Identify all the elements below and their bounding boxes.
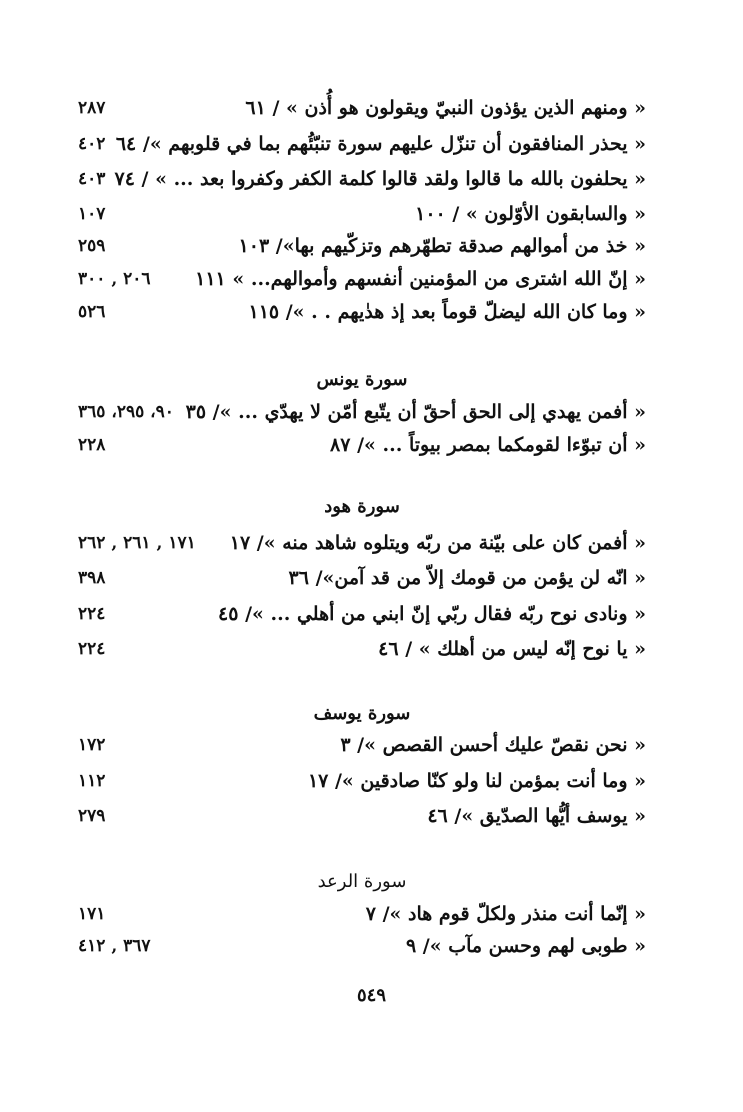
page-refs: ٢٧٩ xyxy=(78,806,106,826)
index-entry xyxy=(78,634,646,664)
index-entry xyxy=(78,164,646,194)
page-refs: ٥٢٦ xyxy=(78,302,106,322)
page-refs: ١١٢ xyxy=(78,771,106,791)
surah-heading: سورة يونس xyxy=(316,369,408,390)
verse-text: « يحذر المنافقون أن تنزّل عليهم سورة تنبّئُهم بما في قلوبهم »/ ٦٤ xyxy=(115,133,646,155)
page-refs: ٣٦٧ , ٤١٢ xyxy=(78,936,151,956)
index-entry xyxy=(78,93,646,123)
page-refs: ٢٢٤ xyxy=(78,604,106,624)
page-refs: ٢٢٨ xyxy=(78,435,106,455)
page-refs: ٣٩٨ xyxy=(78,568,106,588)
verse-text: « إنّ الله اشترى من المؤمنين أنفسهم وأموالهم... » ١١١ xyxy=(195,268,646,290)
verse-text: « أفمن كان على بيّنة من ربّه ويتلوه شاهد منه »/ ١٧ xyxy=(229,532,646,554)
verse-text: « وما كان الله ليضلّ قوماً بعد إذ هدٰيهم . . »/ ١١٥ xyxy=(248,301,646,323)
page-refs: ٢٥٩ xyxy=(78,236,106,256)
index-entry xyxy=(78,528,646,558)
page-refs: ٢٢٤ xyxy=(78,639,106,659)
page-refs: ٢٠٦ , ٣٠٠ xyxy=(78,269,151,289)
verse-text: « خذ من أموالهم صدقة تطهّرهم وتزكّيهم بها»/ ١٠٣ xyxy=(238,235,646,257)
page-refs: ٤٠٢ xyxy=(78,134,106,154)
index-entry xyxy=(78,297,646,327)
surah-heading: سورة هود xyxy=(324,496,400,517)
page-number: ٥٤٩ xyxy=(356,985,386,1006)
verse-text: « يوسف أيُّها الصدّيق »/ ٤٦ xyxy=(427,805,646,827)
verse-text: « ونادى نوح ربّه فقال ربّي إنّ ابني من أهلي ... »/ ٤٥ xyxy=(218,603,646,625)
verse-text: « يا نوح إنّه ليس من أهلك » / ٤٦ xyxy=(378,638,646,660)
index-entry xyxy=(78,397,646,427)
verse-text: « إنّما أنت منذر ولكلّ قوم هاد »/ ٧ xyxy=(365,903,646,925)
page-refs: ٢٨٧ xyxy=(78,98,106,118)
surah-heading: سورة الرعد xyxy=(317,871,407,892)
index-entry xyxy=(78,430,646,460)
verse-text: « أفمن يهدي إلى الحق أحقّ أن يتّبع أمّن لا يهدّي ... »/ ٣٥ xyxy=(185,401,646,423)
index-entry xyxy=(78,931,646,961)
index-entry xyxy=(78,730,646,760)
verse-text: « أن تبوّءا لقومكما بمصر بيوتاً ... »/ ٨٧ xyxy=(330,434,646,456)
verse-text: « انّه لن يؤمن من قومك إلاّ من قد آمن»/ ٣٦ xyxy=(288,567,646,589)
index-entry xyxy=(78,766,646,796)
page-refs: ١٧٢ xyxy=(78,735,106,755)
index-entry xyxy=(78,129,646,159)
index-entry xyxy=(78,563,646,593)
page-refs: ١٠٧ xyxy=(78,204,106,224)
index-entry xyxy=(78,199,646,229)
surah-heading: سورة يوسف xyxy=(313,703,411,724)
verse-text: « ومنهم الذين يؤذون النبيّ ويقولون هو أُذن » / ٦١ xyxy=(245,97,646,119)
index-entry xyxy=(78,801,646,831)
index-entry xyxy=(78,899,646,929)
index-entry xyxy=(78,264,646,294)
index-entry xyxy=(78,231,646,261)
verse-text: « وما أنت بمؤمن لنا ولو كنّا صادقين »/ ١٧ xyxy=(307,770,646,792)
page-refs: ٤٠٣ xyxy=(78,169,106,189)
page-refs: ١٧١ xyxy=(78,904,106,924)
page-refs: ٩٠، ٢٩٥، ٣٦٥ xyxy=(78,402,174,422)
verse-text: « طوبى لهم وحسن مآب »/ ٩ xyxy=(405,935,646,957)
verse-text: « والسابقون الأوّلون » / ١٠٠ xyxy=(415,203,646,225)
page-refs: ١٧١ , ٢٦١ , ٢٦٢ xyxy=(78,533,196,553)
verse-text: « يحلفون بالله ما قالوا ولقد قالوا كلمة الكفر وكفروا بعد ... » / ٧٤ xyxy=(114,168,646,190)
index-entry xyxy=(78,599,646,629)
verse-text: « نحن نقصّ عليك أحسن القصص »/ ٣ xyxy=(340,734,646,756)
